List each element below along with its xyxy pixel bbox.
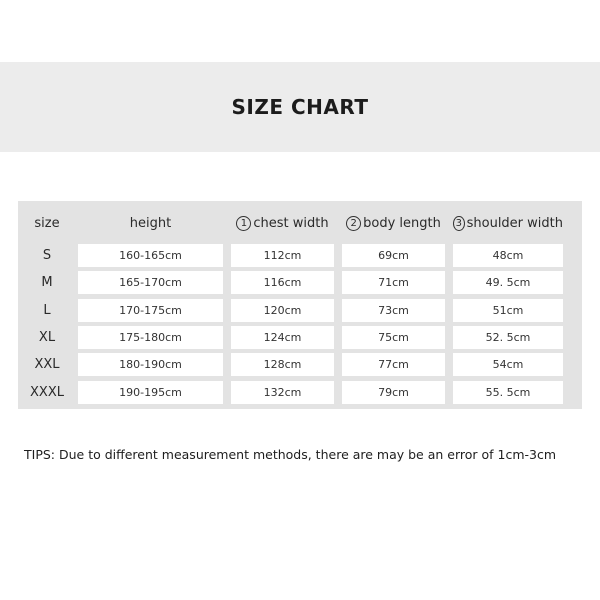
chest-width-cell: 112cm	[263, 249, 302, 262]
chest-width-cell: 116cm	[263, 276, 302, 289]
chest-width-cell: 120cm	[263, 304, 302, 317]
body-length-cell: 79cm	[378, 386, 409, 399]
column-header-body-length	[342, 212, 445, 235]
column-header-size: size	[34, 216, 60, 231]
size-cell: XL	[38, 330, 56, 345]
height-cell: 190-195cm	[119, 386, 182, 399]
size-cell: XXL	[34, 357, 60, 372]
size-chart-table	[18, 201, 582, 409]
chest-width-cell: 128cm	[263, 358, 302, 371]
chest-width-cell: 132cm	[263, 386, 302, 399]
column-header-body-length-label: body length	[363, 216, 441, 231]
height-cell: 180-190cm	[119, 358, 182, 371]
page-title: SIZE CHART	[231, 94, 369, 119]
shoulder-width-cell: 51cm	[492, 304, 524, 317]
shoulder-width-cell: 48cm	[492, 249, 524, 262]
body-length-cell: 71cm	[378, 276, 409, 289]
table-row	[18, 326, 582, 349]
column-header-shoulder-width-label: shoulder width	[466, 216, 563, 231]
height-cell: 170-175cm	[119, 304, 182, 317]
body-length-cell: 73cm	[378, 304, 409, 317]
height-cell: 165-170cm	[119, 276, 182, 289]
size-cell: M	[41, 275, 53, 290]
chest-width-cell: 124cm	[263, 331, 302, 344]
table-header-row	[18, 212, 582, 235]
body-length-cell: 75cm	[378, 331, 409, 344]
table-row	[18, 244, 582, 267]
column-header-chest-width-label: chest width	[253, 216, 329, 231]
body-length-cell: 69cm	[378, 249, 409, 262]
header-band	[0, 62, 600, 152]
number-2-icon: 2	[346, 216, 361, 231]
table-row	[18, 353, 582, 376]
shoulder-width-cell: 54cm	[492, 358, 524, 371]
shoulder-width-cell: 55. 5cm	[485, 386, 531, 399]
table-row	[18, 271, 582, 294]
body-length-cell: 77cm	[378, 358, 409, 371]
size-cell: S	[42, 248, 52, 263]
height-cell: 160-165cm	[119, 249, 182, 262]
number-1-icon: 1	[236, 216, 251, 231]
size-cell: L	[43, 303, 51, 318]
height-cell: 175-180cm	[119, 331, 182, 344]
size-cell: XXXL	[30, 385, 64, 400]
table-row	[18, 299, 582, 322]
number-3-icon: 3	[453, 216, 465, 231]
table-row	[18, 381, 582, 404]
column-header-chest-width	[231, 212, 334, 235]
column-header-height: height	[129, 216, 172, 231]
shoulder-width-cell: 52. 5cm	[485, 331, 531, 344]
column-header-shoulder-width	[453, 212, 563, 235]
shoulder-width-cell: 49. 5cm	[485, 276, 531, 289]
measurement-tips: TIPS: Due to different measurement methods, there are may be an error of 1cm-3cm	[24, 447, 557, 462]
